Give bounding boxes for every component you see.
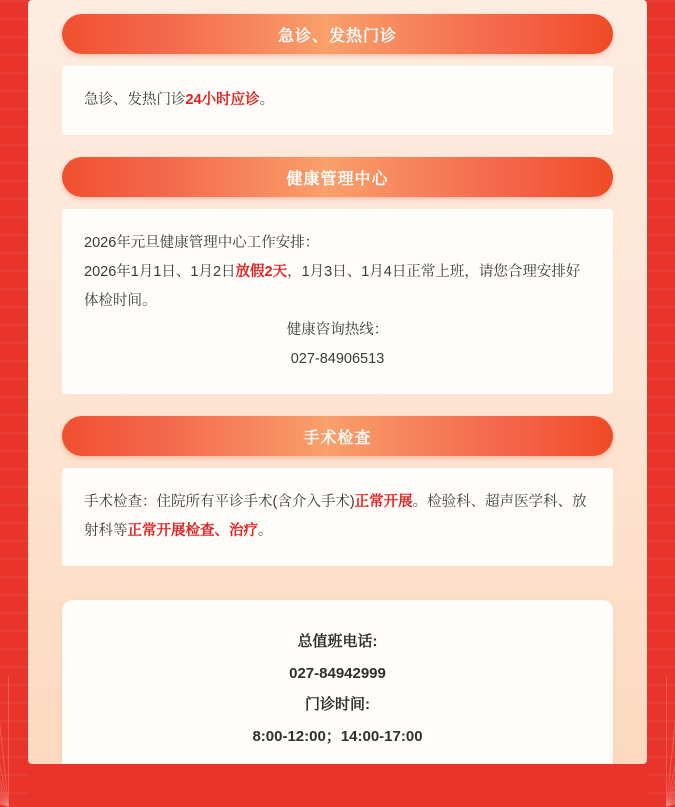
highlighted-text: 正常开展检查、治疗 <box>127 523 258 539</box>
body-line <box>84 229 591 258</box>
plain-text: 2026年元旦健康管理中心工作安排： <box>84 235 320 251</box>
right-edge-pattern <box>647 0 675 806</box>
body-line <box>84 86 591 115</box>
plain-text: 。 <box>258 523 273 539</box>
highlighted-text: 放假2天 <box>235 264 288 280</box>
section-title: 手术检查 <box>62 416 613 456</box>
body-line <box>84 316 591 345</box>
poster-page <box>28 0 647 764</box>
section-title: 健康管理中心 <box>62 157 613 197</box>
section-body <box>62 468 613 566</box>
contact-card <box>62 600 613 764</box>
plain-text: 027-84906513 <box>290 351 385 367</box>
section-title: 急诊、发热门诊 <box>62 14 613 54</box>
plain-text: 2026年1月1日、1月2日 <box>84 264 236 280</box>
highlighted-text: 正常开展 <box>354 494 413 510</box>
plain-text: 手术检查：住院所有平诊手术(含介入手术) <box>84 494 355 510</box>
clinic-hours-label: 门诊时间: <box>305 696 370 713</box>
plain-text: 健康咨询热线： <box>286 322 389 338</box>
plain-text: 急诊、发热门诊 <box>84 92 186 108</box>
clinic-hours-value: 8:00-12:00；14:00-17:00 <box>252 727 423 745</box>
duty-phone-label: 总值班电话: <box>297 633 378 650</box>
section <box>62 157 613 394</box>
sections-container <box>62 14 613 566</box>
duty-phone-value[interactable]: 027-84942999 <box>289 664 386 682</box>
plain-text: 。 <box>259 92 275 108</box>
section <box>62 416 613 566</box>
plain-text: 。检验科、超声医学科、放射科等 <box>84 494 587 539</box>
section-body <box>62 66 613 135</box>
body-line <box>84 488 591 546</box>
plain-text: ，1月3日、1月4日正常上班，请您合理安排好体检时间。 <box>84 264 581 309</box>
body-line <box>84 345 591 374</box>
left-edge-pattern <box>0 0 28 806</box>
highlighted-text: 24小时应诊 <box>185 92 260 108</box>
body-line <box>84 258 591 316</box>
section <box>62 14 613 135</box>
section-body <box>62 209 613 394</box>
